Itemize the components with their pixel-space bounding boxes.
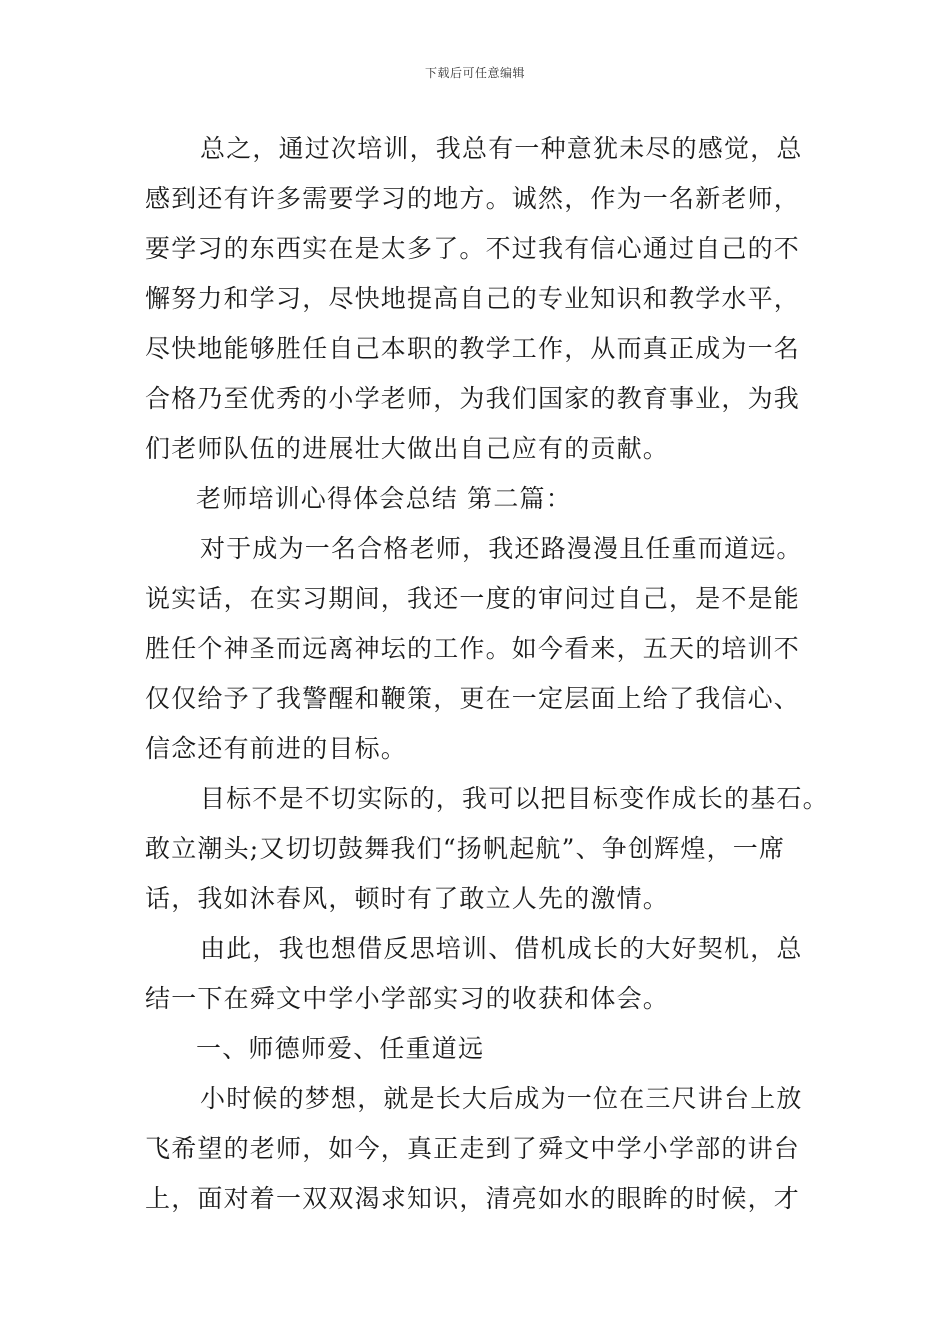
paragraph-line: 信念还有前进的目标。 [145, 734, 408, 763]
paragraph-line: 话，我如沐春风，顿时有了敢立人先的激情。 [145, 884, 670, 913]
paragraph-line: 小时候的梦想，就是长大后成为一位在三尺讲台上放 [200, 1084, 803, 1113]
paragraph-line: 结一下在舜文中学小学部实习的收获和体会。 [145, 984, 670, 1013]
paragraph-line: 感到还有许多需要学习的地方。诚然，作为一名新老师， [145, 184, 801, 213]
paragraph-line: 飞希望的老师，如今，真正走到了舜文中学小学部的讲台 [145, 1134, 801, 1163]
paragraph-line: 合格乃至优秀的小学老师，为我们国家的教育事业，为我 [145, 384, 801, 413]
paragraph-line: 胜任个神圣而远离神坛的工作。如今看来，五天的培训不 [145, 634, 801, 663]
paragraph-line: 仅仅给予了我警醒和鞭策，更在一定层面上给了我信心、 [145, 684, 801, 713]
section-heading: 老师培训心得体会总结 第二篇： [196, 484, 572, 513]
subsection-heading: 一、师德师爱、任重道远 [196, 1034, 485, 1063]
paragraph-line: 对于成为一名合格老师，我还路漫漫且任重而道远。 [200, 534, 803, 563]
page-header: 下载后可任意编辑 [424, 66, 525, 80]
paragraph-line: 们老师队伍的进展壮大做出自己应有的贡献。 [145, 434, 670, 463]
paragraph-line: 说实话，在实习期间，我还一度的审问过自己，是不是能 [145, 584, 801, 613]
paragraph-line: 上，面对着一双双渴求知识，清亮如水的眼眸的时候，才 [145, 1184, 801, 1213]
paragraph-line: 敢立潮头;又切切鼓舞我们“扬帆起航”、争创辉煌，一席 [145, 834, 786, 863]
paragraph-line: 懈努力和学习，尽快地提高自己的专业知识和教学水平， [145, 284, 801, 313]
paragraph-line: 目标不是不切实际的，我可以把目标变作成长的基石。 [200, 784, 829, 813]
paragraph-line: 要学习的东西实在是太多了。不过我有信心通过自己的不 [145, 234, 801, 263]
paragraph-line: 尽快地能够胜任自己本职的教学工作，从而真正成为一名 [145, 334, 801, 363]
paragraph-line: 由此，我也想借反思培训、借机成长的大好契机，总 [200, 934, 803, 963]
paragraph-line: 总之，通过次培训，我总有一种意犹未尽的感觉，总 [200, 134, 803, 163]
